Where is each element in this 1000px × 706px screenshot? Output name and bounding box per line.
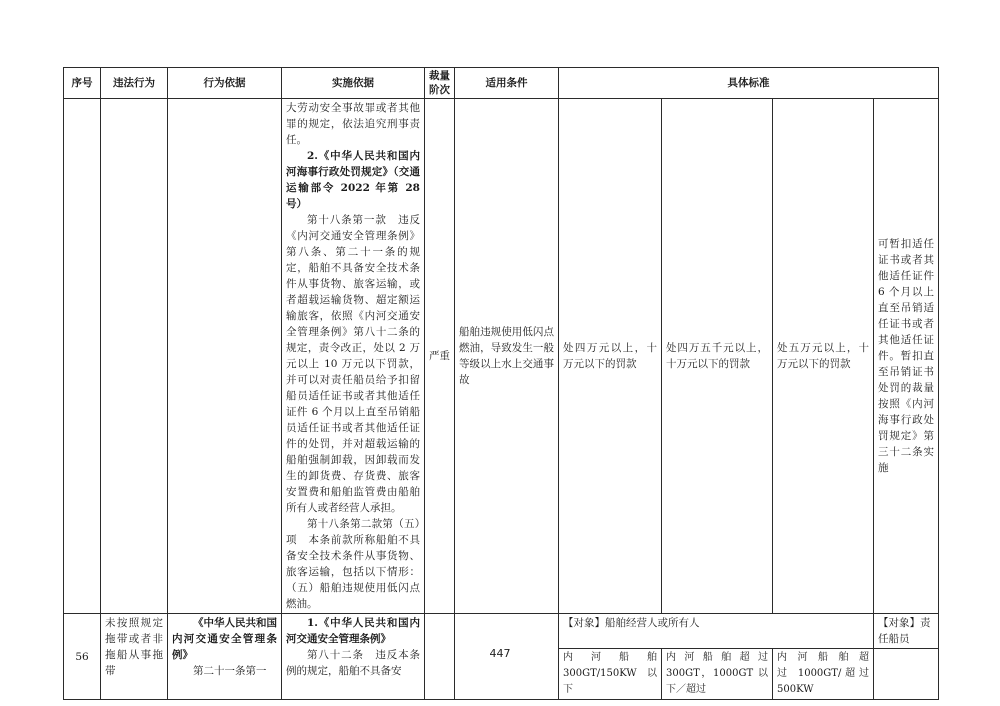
page-number: 447 bbox=[489, 647, 511, 660]
header-standards: 具体标准 bbox=[559, 68, 939, 99]
standard-tier-2-cell bbox=[662, 99, 773, 614]
discretion-level-text: 严重 bbox=[429, 350, 450, 362]
table-row-56 bbox=[64, 614, 939, 649]
row-56-tier-3: 内 河 船 舶 超 过 1000GT/超过 500KW bbox=[777, 652, 879, 695]
row-56-tier-2: 内河船舶超过 300GT，1000GT 以下／超过 bbox=[666, 652, 768, 695]
standard-tier-1-cell bbox=[559, 99, 662, 614]
row-56-target-crew: 【对象】责任船员 bbox=[878, 617, 931, 645]
header-implementation: 实施依据 bbox=[282, 68, 425, 99]
row-56-tier-1: 内 河 船 舶 300GT/150KW 以下 bbox=[563, 652, 657, 695]
header-row bbox=[64, 68, 939, 99]
header-discretion-level: 裁量阶次 bbox=[425, 68, 455, 99]
row-56-target-owner-cell bbox=[559, 614, 874, 649]
standard-tier-3-cell bbox=[773, 99, 874, 614]
standard-crew-cell bbox=[874, 99, 939, 614]
header-violation: 违法行为 bbox=[101, 68, 168, 99]
discretion-level-cell bbox=[425, 99, 455, 614]
penalty-standards-table bbox=[63, 67, 939, 700]
condition-text: 船舶违规使用低闪点燃油，导致发生一般等级以上水上交通事故 bbox=[459, 326, 554, 386]
row-56-implementation-title: 1.《中华人民共和国内河交通安全管理条例》 bbox=[286, 617, 420, 645]
row-56-implementation-article: 第八十二条 违反本条例的规定，船舶不具备安 bbox=[286, 649, 420, 677]
violation-cell-empty bbox=[101, 99, 168, 614]
header-basis: 行为依据 bbox=[168, 68, 282, 99]
row-56-basis-article: 第二十一条第一 bbox=[193, 665, 267, 677]
row-56-violation: 未按照规定拖带或者非拖船从事拖带 bbox=[105, 617, 163, 677]
row-56-seq: 56 bbox=[75, 650, 89, 663]
row-56-target-crew-cell bbox=[874, 614, 939, 649]
standard-tier-2-text: 处四万五千元以上，十万元以下的罚款 bbox=[666, 342, 768, 370]
seq-cell-empty bbox=[64, 99, 101, 614]
basis-cell-empty bbox=[168, 99, 282, 614]
row-56-basis-title: 《中华人民共和国内河交通安全管理条例》 bbox=[172, 617, 277, 661]
standard-tier-1-text: 处四万元以上，十万元以下的罚款 bbox=[563, 342, 657, 370]
implementation-cell bbox=[282, 99, 425, 614]
implementation-paragraph-1: 大劳动安全事故罪或者其他罪的规定，依法追究刑事责任。 bbox=[286, 102, 420, 146]
standard-crew-text: 可暂扣适任证书或者其他适任证件 6 个月以上直至吊销适任证书或者其他适任证件。暂扣直至吊销证书处罚的裁量按照《内河海事行政处罚规定》第三十二条实施 bbox=[878, 238, 934, 474]
row-56-target-owner: 【对象】船舶经营人或所有人 bbox=[563, 617, 700, 629]
table-row-continued bbox=[64, 99, 939, 614]
implementation-paragraph-4: 第十八条第二款第（五）项 本条前款所称船舶不具备安全技术条件从事货物、旅客运输，包括以下情形：（五）船舶违规使用低闪点燃油。 bbox=[286, 518, 420, 610]
implementation-paragraph-2: 2.《中华人民共和国内河海事行政处罚规定》（交通运输部令 2022 年第 28 号） bbox=[286, 150, 420, 210]
condition-cell bbox=[455, 99, 559, 614]
header-seq: 序号 bbox=[64, 68, 101, 99]
standard-tier-3-text: 处五万元以上，十万元以下的罚款 bbox=[777, 342, 869, 370]
header-conditions: 适用条件 bbox=[455, 68, 559, 99]
implementation-text-block bbox=[282, 99, 424, 613]
implementation-paragraph-3: 第十八条第一款 违反《内河交通安全管理条例》第八条、第二十一条的规定，船舶不具备安全技术条件从事货物、旅客运输，或者超载运输货物、超定额运输旅客，依照《内河交通安全管理条例》第八十二条的规定，责令改正，处以 2 万元以上 10 万元以下罚款，并可以对责任船员给予扣留船员适任证书或者其他适任证件 6 个月以上直至吊销船员适任证书或者其他适任证件的处罚，并对超载运输的船舶强制卸载，因卸载而发生的卸货费、存货费、旅客安置费和船舶监管费由船舶所有人或者经营人承担。 bbox=[286, 214, 420, 514]
